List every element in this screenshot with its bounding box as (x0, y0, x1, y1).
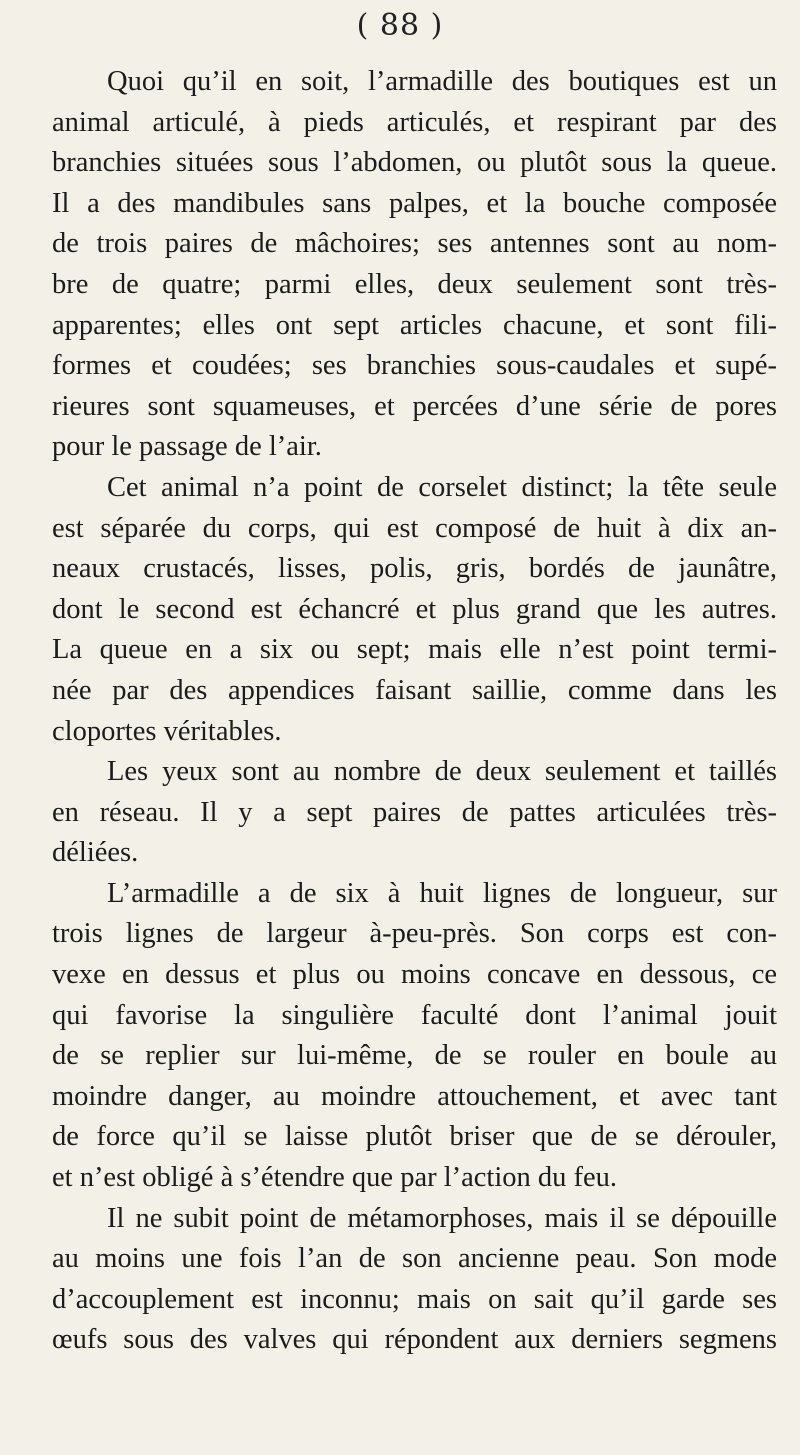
paragraph (52, 62, 777, 468)
text-line: moindre danger, au moindre attouchement, et avec tant (52, 1080, 777, 1112)
body-text (52, 62, 777, 1361)
text-line: formes et coudées; ses branchies sous-caudales et supé- (52, 350, 777, 382)
text-line: neaux crustacés, lisses, polis, gris, bordés de jaunâtre, (52, 553, 777, 585)
text-line: d’accouplement est inconnu; mais on sait qu’il garde ses (52, 1283, 777, 1315)
text-line: et n’est obligé à s’étendre que par l’action du feu. (52, 1162, 618, 1194)
text-line: trois lignes de largeur à-peu-près. Son corps est con- (52, 918, 777, 950)
text-line: Quoi qu’il en soit, l’armadille des boutiques est un (107, 66, 777, 97)
text-line: La queue en a six ou sept; mais elle n’est point termi- (52, 634, 777, 666)
text-line: au moins une fois l’an de son ancienne peau. Son mode (52, 1243, 777, 1275)
text-line: Il ne subit point de métamorphoses, mais il se dépouille (107, 1202, 777, 1234)
text-line: qui favorise la singulière faculté dont l’animal jouit (52, 999, 777, 1031)
text-line: Il a des mandibules sans palpes, et la bouche composée (52, 187, 777, 219)
text-line: branchies situées sous l’abdomen, ou plutôt sous la queue. (52, 147, 777, 179)
paragraph (52, 468, 777, 752)
text-line: de trois paires de mâchoires; ses antennes sont au nom- (52, 228, 777, 260)
text-line: bre de quatre; parmi elles, deux seulement sont très- (52, 268, 777, 300)
text-line: rieures sont squameuses, et percées d’une série de pores (52, 390, 777, 422)
page-number: ( 88 ) (356, 8, 444, 43)
text-line: pour le passage de l’air. (52, 431, 322, 463)
paragraph (52, 752, 777, 874)
text-line: née par des appendices faisant saillie, comme dans les (52, 674, 777, 706)
text-line: est séparée du corps, qui est composé de huit à dix an- (52, 512, 777, 544)
text-line: apparentes; elles ont sept articles chacune, et sont fili- (52, 309, 777, 341)
text-line: L’armadille a de six à huit lignes de longueur, sur (107, 877, 777, 909)
text-line: dont le second est échancré et plus grand que les autres. (52, 593, 777, 625)
text-line: déliées. (52, 837, 139, 869)
paragraph (52, 874, 777, 1199)
text-line: cloportes véritables. (52, 715, 282, 747)
text-line: de se replier sur lui-même, de se rouler en boule au (52, 1040, 777, 1072)
text-line: en réseau. Il y a sept paires de pattes articulées très- (52, 796, 777, 828)
text-line: Cet animal n’a point de corselet distinct; la tête seule (107, 471, 777, 503)
text-line: Les yeux sont au nombre de deux seulement et taillés (107, 756, 777, 788)
paragraph (52, 1199, 777, 1361)
text-line: œufs sous des valves qui répondent aux derniers segmens (52, 1324, 777, 1356)
text-line: de force qu’il se laisse plutôt briser que de se dérouler, (52, 1121, 777, 1153)
text-line: vexe en dessus et plus ou moins concave en dessous, ce (52, 959, 777, 991)
text-line: animal articulé, à pieds articulés, et respirant par des (52, 106, 777, 138)
